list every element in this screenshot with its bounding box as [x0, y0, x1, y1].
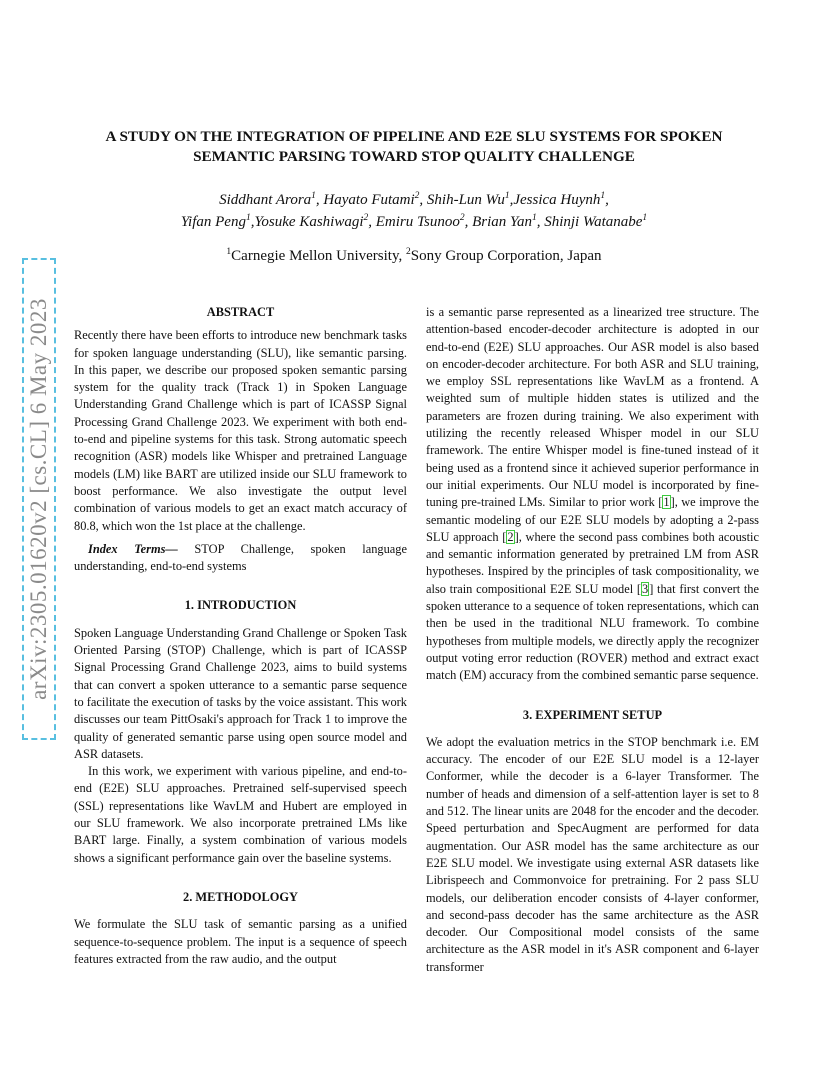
- method-text: ], where the second pass combines both acoustic and semantic information generated by pretrained LM from ASR hypotheses. Inspired by the principles of task compositionality, we also train compositional E2E SLU model [: [426, 529, 759, 596]
- author-name: Shih-Lun Wu: [426, 192, 505, 208]
- author-affiliation-mark: 1: [642, 213, 648, 223]
- author-name: Emiru Tsunoo: [375, 214, 460, 230]
- author-list: [60, 189, 768, 233]
- citation-link[interactable]: 3: [641, 581, 649, 596]
- affiliation-mark: 1: [226, 247, 232, 257]
- author-affiliation-mark: 2: [363, 213, 369, 223]
- arxiv-stamp: [22, 258, 56, 740]
- author-affiliation-mark: 1: [600, 191, 606, 201]
- index-terms: [74, 541, 407, 576]
- intro-paragraph-2: In this work, we experiment with various pipeline, and end-to-end (E2E) SLU approaches. Pretrained self-supervised speech (SSL) representations like WavLM and Hubert are employed in our SLU framework. We also incorporate pretrained LMs like BART large. Finally, a system combination of various models shows a significant performance gain over the baseline systems.: [74, 764, 407, 865]
- setup-paragraph-1: We adopt the evaluation metrics in the STOP benchmark i.e. EM accuracy. The encoder of our E2E SLU model is a 12-layer Conformer, while the decoder is a 6-layer Transformer. The number of heads and dimension of a self-attention layer is set to 8 and 512. The linear units are 2048 for the encoder and the decoder. Speed perturbation and SpecAugment are performed for data augmentation. Our ASR model has the same architecture as our E2E SLU model. We investigate using external ASR datasets like Librispeech and Commonvoice for pretraining. For 2 pass SLU models, our deliberation encoder consists of 4-layer conformer, and second-pass decoder has the same architecture as the ASR decoder. Our Compositional model consists of the same architecture as the ASR model in it's ASR component and 6-layer transformer: [426, 734, 759, 974]
- author-affiliation-mark: 1: [531, 213, 537, 223]
- method-text: is a semantic parse represented as a linearized tree structure. The attention-based encoder-decoder architecture is adopted in our end-to-end (E2E) SLU approaches. Our ASR model is also based on encoder-decoder architecture. For both ASR and SLU training, we employ SSL representations like WavLM as a frontend. A weighted sum of multiple hidden states is utilized and the parameters are frozen during training. We also experiment with utilizing the recently released Whisper model in our SLU framework. The entire Whisper model is fine-tuned instead of it being used as a frontend since it achieved superior performance in our initial experiments. Our NLU model is incorporated by fine-tuning pre-trained LMs. Similar to prior work [: [426, 305, 759, 510]
- author-affiliation-mark: 1: [504, 191, 510, 201]
- section-heading-introduction: 1. INTRODUCTION: [184, 598, 297, 613]
- affiliations: $^1$Carnegie Mellon University, $^2$Sony Group Corporation, Japan: [226, 247, 602, 264]
- author-name: Brian Yan: [472, 214, 532, 230]
- method-text: ], we improve the semantic modeling of our E2E SLU models by adopting a 2-pass SLU approach [: [426, 495, 759, 544]
- intro-paragraph-1: Spoken Language Understanding Grand Challenge or Spoken Task Oriented Parsing (STOP) Challenge, which is part of ICASSP Signal Processing Grand Challenge 2023, aims to build systems that can convert a spoken utterance to a semantic parse sequence to facilitate the execution of tasks by the voice assistant. This work discusses our team PittOsaki's approach for Track 1 to improve the quality of generated semantic parse using open source model and ASR datasets.: [74, 625, 407, 761]
- author-line-1: Siddhant Arora$^1$, Hayato Futami$^2$, Shih-Lun Wu$^1$,Jessica Huynh$^1$,: [219, 191, 609, 208]
- arxiv-stamp-text: arXiv:2305.01620v2 [cs.CL] 6 May 2023: [26, 298, 51, 700]
- author-name: Yosuke Kashiwagi: [254, 214, 364, 230]
- author-affiliation-mark: 1: [245, 213, 251, 223]
- section-heading-experiment-setup: 3. EXPERIMENT SETUP: [522, 707, 663, 722]
- author-affiliation-mark: 2: [414, 191, 420, 201]
- affiliation-name: Carnegie Mellon University: [231, 248, 399, 264]
- right-column: [426, 304, 759, 976]
- author-name: Hayato Futami: [323, 192, 415, 208]
- abstract-body: Recently there have been efforts to introduce new benchmark tasks for spoken language understanding (SLU), like semantic parsing. In this paper, we describe our proposed spoken semantic parsing system for the quality track (Track 1) in Spoken Language Understanding Grand Challenge which is part of ICASSP Signal Processing Grand Challenge 2023. We experiment with both end-to-end and pipeline systems for this task. Strong automatic speech recognition (ASR) models like Whisper and pretrained Language models (LM) like BART are utilized inside our SLU framework to boost performance. We also investigate the output level combination of various models to get an exact match accuracy of 80.8, which won the 1st place at the challenge.: [74, 328, 407, 533]
- left-column: [74, 304, 407, 968]
- title-line-2: SEMANTIC PARSING TOWARD STOP QUALITY CHALLENGE: [193, 148, 635, 165]
- affiliation-name: Sony Group Corporation, Japan: [410, 248, 602, 264]
- affiliation-mark: 2: [406, 247, 411, 257]
- author-affiliation-mark: 2: [459, 213, 465, 223]
- method-paragraph-continued: [426, 304, 759, 685]
- author-affiliation-mark: 1: [311, 191, 316, 201]
- author-name: Shinji Watanabe: [544, 214, 643, 230]
- author-name: Jessica Huynh: [513, 192, 601, 208]
- method-text: ] that first convert the spoken utterance to a sequence of token representations, which can then be used in the traditional NLU framework. To combine hypotheses from multiple models, we directly apply the recognizer output voting error reduction (ROVER) method and extract exact match (EM) accuracy from the combined semantic parse sequence.: [426, 581, 759, 683]
- section-heading-methodology: 2. METHODOLOGY: [183, 889, 298, 904]
- citation-link[interactable]: 2: [507, 529, 514, 544]
- title-line-1: A STUDY ON THE INTEGRATION OF PIPELINE AND E2E SLU SYSTEMS FOR SPOKEN: [105, 128, 723, 145]
- index-terms-text: STOP Challenge, spoken language understanding, end-to-end systems: [74, 541, 407, 574]
- abstract-heading: ABSTRACT: [206, 305, 275, 319]
- paper-title: [60, 127, 768, 167]
- author-name: Yifan Peng: [180, 214, 246, 230]
- method-paragraph-1: We formulate the SLU task of semantic parsing as a unified sequence-to-sequence problem. The input is a sequence of speech features extracted from the raw audio, and the output: [74, 917, 407, 966]
- index-terms-label: Index Terms—: [88, 541, 178, 556]
- citation-link[interactable]: 1: [663, 495, 670, 510]
- author-name: Siddhant Arora: [219, 192, 312, 208]
- author-line-2: Yifan Peng$^1$,Yosuke Kashiwagi$^2$, Emiru Tsunoo$^2$, Brian Yan$^1$, Shinji Watanabe$^1$: [180, 213, 648, 230]
